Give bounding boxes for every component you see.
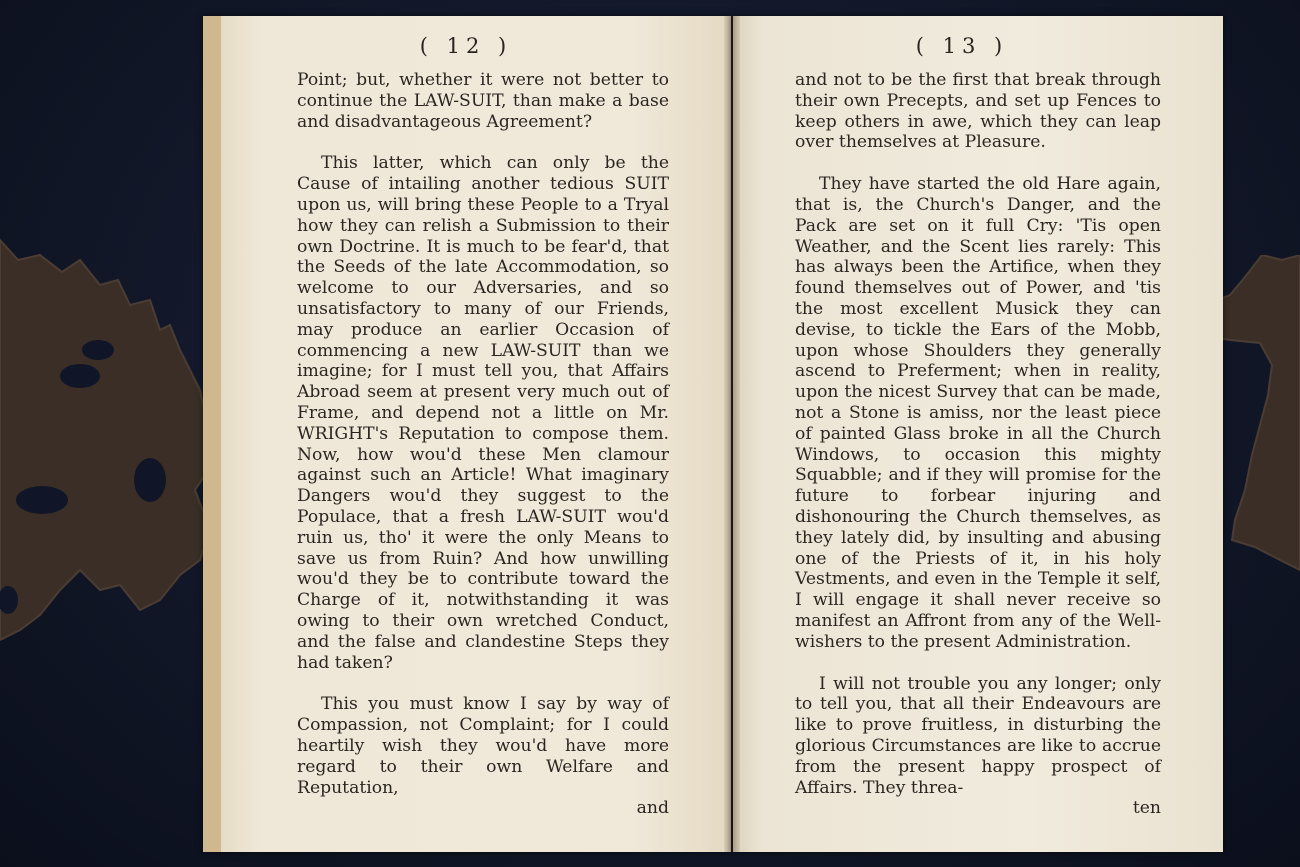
- page-text: [795, 70, 1161, 819]
- page-number: ( 13 ): [915, 34, 1009, 58]
- paragraph: and not to be the first that break through their own Precepts, and set up Fences to keep others in awe, which they can leap over themselves at Pleasure.: [795, 70, 1161, 153]
- paragraph: I will not trouble you any longer; only to tell you, that all their Endeavours are like to prove fruitless, in disturbing the glorious Circumstances are like to accrue from the present happy prospect of Affairs. They threa-: [795, 673, 1161, 798]
- left-page: [203, 16, 731, 852]
- paragraph: This you must know I say by way of Compassion, not Complaint; for I could heartily wish they wou'd have more regard to their own Welfare and Reputation,: [297, 694, 669, 798]
- page-number: ( 12 ): [419, 34, 513, 58]
- paragraph: They have started the old Hare again, that is, the Church's Danger, and the Pack are set on it full Cry: 'Tis open Weather, and the Scent lies rarely: This has always been the Artifice, when they found themselves out of Power, and 'tis the most excellent Musick they can devise, to tickle the Ears of the Mobb, upon whose Shoulders they generally ascend to Preferment; when in reality, upon the nicest Survey that can be made, not a Stone is amiss, nor the least piece of painted Glass broke in all the Church Windows, to occasion this mighty Squabble; and if they will promise for the future to forbear injuring and dishonouring the Church themselves, as they lately did, by insulting and abusing one of the Priests of it, in his holy Vestments, and even in the Temple it self, I will engage it shall never receive so manifest an Affront from any of the Well-wishers to the present Administration.: [795, 174, 1161, 652]
- catchword: ten: [1132, 798, 1161, 819]
- page-text: [297, 70, 669, 819]
- book-gutter: [724, 16, 740, 852]
- open-book: [203, 16, 1223, 852]
- paragraph: This latter, which can only be the Cause of intailing another tedious SUIT upon us, will bring these People to a Tryal how they can relish a Submission to their own Doctrine. It is much to be fear'd, that the Seeds of the late Accommodation, so welcome to our Adversaries, and so unsatisfactory to many of our Friends, may produce an earlier Occasion of commencing a new LAW-SUIT than we imagine; for I must tell you, that Affairs Abroad seem at present very much out of Frame, and depend not a little on Mr. WRIGHT's Reputation to compose them. Now, how wou'd these Men clamour against such an Article! What imaginary Dangers wou'd they suggest to the Populace, that a fresh LAW-SUIT wou'd ruin us, tho' it were the only Means to save us from Ruin? And how unwilling wou'd they be to contribute toward the Charge of it, notwithstanding it was owing to their own wretched Conduct, and the false and clandestine Steps they had taken?: [297, 153, 669, 673]
- catchword: and: [636, 798, 669, 819]
- paragraph: Point; but, whether it were not better to continue the LAW-SUIT, than make a base and disadvantageous Agreement?: [297, 70, 669, 132]
- right-page: [733, 16, 1223, 852]
